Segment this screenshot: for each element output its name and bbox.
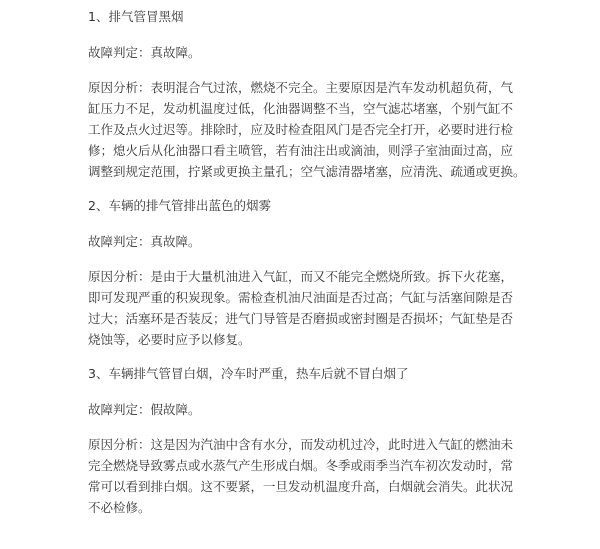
analysis-line: 修；熄火后从化油器口看主喷管，若有油注出或滴油，则浮子室油面过高，应 [88, 143, 514, 158]
section-title: 3、车辆排气管冒白烟，冷车时严重，热车后就不冒白烟了 [88, 366, 409, 381]
cause-analysis [88, 266, 600, 350]
section-blue-smoke [88, 196, 600, 350]
fault-verdict: 故障判定：真故障。 [88, 234, 201, 249]
analysis-line: 原因分析：是由于大量机油进入气缸，而又不能完全燃烧所致。拆下火花塞， [88, 269, 514, 284]
analysis-line: 调整到规定范围，拧紧或更换主量孔；空气滤清器堵塞，应清洗、疏通或更换。 [88, 164, 526, 179]
section-title: 2、车辆的排气管排出蓝色的烟雾 [88, 198, 271, 213]
section-title: 1、排气管冒黑烟 [88, 9, 184, 24]
cause-analysis [88, 434, 600, 518]
analysis-line: 缸压力不足，发动机温度过低，化油器调整不当，空气滤芯堵塞，个别气缸不 [88, 101, 514, 116]
analysis-line: 不必检修。 [88, 500, 151, 515]
analysis-line: 原因分析：表明混合气过浓，燃烧不完全。主要原因是汽车发动机超负荷，气 [88, 80, 514, 95]
analysis-line: 过大；活塞环是否装反；进气门导管是否磨损或密封圈是否损坏；气缸垫是否 [88, 311, 514, 326]
analysis-line: 原因分析：这是因为汽油中含有水分，而发动机过冷，此时进入气缸的燃油未 [88, 437, 514, 452]
analysis-line: 常可以看到排白烟。这不要紧，一旦发动机温度升高，白烟就会消失。此状况 [88, 479, 514, 494]
analysis-line: 即可发现严重的积炭现象。需检查机油尺油面是否过高；气缸与活塞间隙是否 [88, 290, 514, 305]
analysis-line: 完全燃烧导致雾点或水蒸气产生形成白烟。冬季或雨季当汽车初次发动时，常 [88, 458, 514, 473]
analysis-line: 工作及点火过迟等。排除时，应及时检查阻风门是否完全打开，必要时进行检 [88, 122, 514, 137]
cause-analysis [88, 77, 600, 182]
fault-verdict: 故障判定：假故障。 [88, 402, 201, 417]
analysis-line: 烧蚀等，必要时应予以修复。 [88, 332, 251, 347]
section-white-smoke [88, 364, 600, 518]
section-black-smoke [88, 7, 600, 182]
fault-verdict: 故障判定：真故障。 [88, 45, 201, 60]
